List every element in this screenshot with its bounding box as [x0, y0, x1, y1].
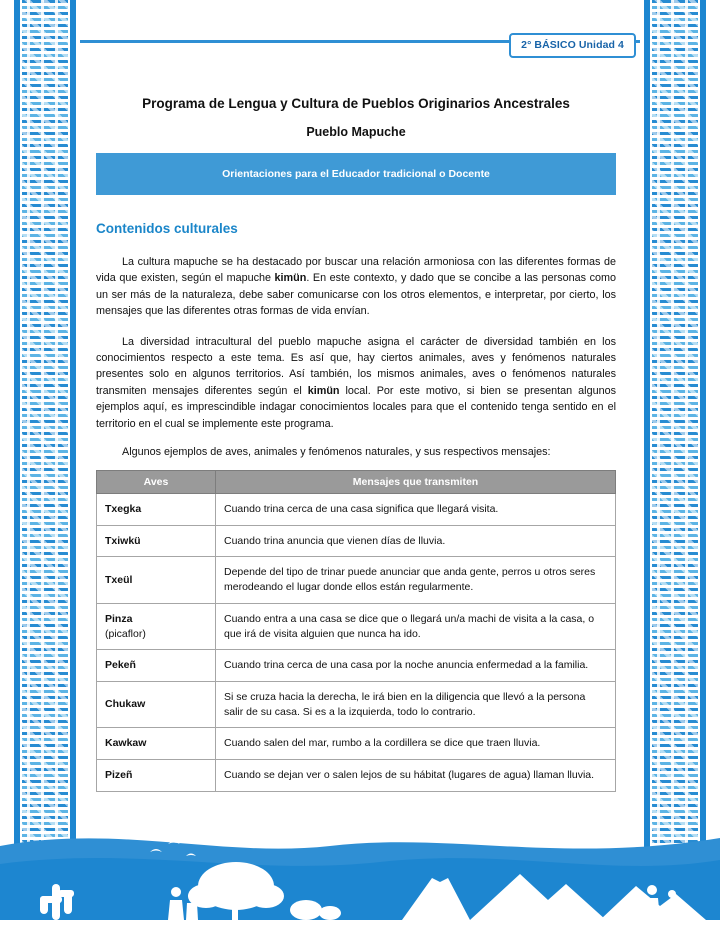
table-row	[97, 681, 616, 727]
left-decorative-band	[22, 0, 68, 880]
footer-landscape-illustration	[0, 812, 720, 932]
bird-name-text: Pekeñ	[105, 659, 136, 672]
paragraph-2	[96, 334, 616, 432]
table-cell-bird-name	[97, 650, 216, 682]
table-row	[97, 557, 616, 603]
left-border-line-outer	[14, 0, 20, 880]
table-cell-bird-name	[97, 681, 216, 727]
table-cell-message: Si se cruza hacia la derecha, le irá bien en la diligencia que llevó a la persona salir de su casa. Si es a la izquierda, todo lo contrario.	[216, 681, 616, 727]
table-row	[97, 494, 616, 526]
table-cell-message: Cuando trina anuncia que vienen días de lluvia.	[216, 525, 616, 557]
document-content	[96, 96, 616, 792]
table-header-row	[97, 471, 616, 494]
orientation-banner: Orientaciones para el Educador tradicional o Docente	[96, 153, 616, 195]
birds-messages-table	[96, 470, 616, 792]
bird-name-text: Pizeñ	[105, 768, 133, 781]
table-cell-bird-name	[97, 557, 216, 603]
bird-name-subtext: (picaflor)	[105, 627, 146, 640]
paragraph-1-text-b: . En este contexto, y dado que se concibe a las personas como un ser más de la naturaleza, debe saber comunicarse con los otros elementos, e interpretar, por cierto, los mensajes que las diferentes otras formas de vida envían.	[96, 272, 616, 318]
table-cell-message: Depende del tipo de trinar puede anunciar que anda gente, perros u otros seres merodeando el lugar donde ellos están regularmente.	[216, 557, 616, 603]
paragraph-1-text-a: La cultura mapuche se ha destacado por buscar una relación armoniosa con las diferentes formas de vida que existen, según el mapuche	[96, 256, 616, 285]
table-cell-message: Cuando entra a una casa se dice que o llegará un/a machi de visita a la casa, o que irá de visita alguien que nunca ha ido.	[216, 603, 616, 649]
table-row	[97, 728, 616, 760]
left-border-line-inner	[70, 0, 76, 880]
table-row	[97, 759, 616, 791]
right-border-line-outer	[700, 0, 706, 880]
right-decorative-band	[652, 0, 698, 880]
table-cell-bird-name	[97, 494, 216, 526]
table-cell-message: Cuando salen del mar, rumbo a la cordillera se dice que traen lluvia.	[216, 728, 616, 760]
bird-name-text: Pinza	[105, 612, 133, 625]
table-cell-bird-name	[97, 603, 216, 649]
table-cell-message: Cuando se dejan ver o salen lejos de su hábitat (lugares de agua) llaman lluvia.	[216, 759, 616, 791]
section-heading-contenidos-culturales: Contenidos culturales	[96, 221, 238, 236]
bird-name-text: Txegka	[105, 503, 142, 516]
paragraph-1	[96, 254, 616, 320]
bird-name-text: Txiwkü	[105, 534, 141, 547]
table-lead-in: Algunos ejemplos de aves, animales y fenómenos naturales, y sus respectivos mensajes:	[122, 446, 551, 459]
paragraph-1-term-kimun: kimün	[274, 272, 307, 285]
paragraph-2-text-a: La diversidad intracultural del pueblo mapuche asigna el carácter de diversidad también en los conocimientos respecto a este tema. Es así que, hay ciertos animales, aves y fenómenos naturales presentes solo en algunos territorios. Así también, los mismos animales, aves o fenómenos naturales transmiten mensajes diferentes según el	[96, 335, 616, 397]
table-cell-message: Cuando trina cerca de una casa significa que llegará visita.	[216, 494, 616, 526]
table-cell-message: Cuando trina cerca de una casa por la noche anuncia enfermedad a la familia.	[216, 650, 616, 682]
page-title: Programa de Lengua y Cultura de Pueblos Originarios Ancestrales	[142, 96, 570, 111]
table-cell-bird-name	[97, 525, 216, 557]
bird-name-text: Kawkaw	[105, 737, 147, 750]
bird-name-text: Chukaw	[105, 698, 146, 711]
table-row	[97, 650, 616, 682]
right-border-line-inner	[644, 0, 650, 880]
page-subtitle: Pueblo Mapuche	[306, 125, 406, 139]
paragraph-2-text-b: local. Por este motivo, si bien se presentan algunos ejemplos aquí, es imprescindible indagar conocimientos locales para que el contenido tenga sentido en el territorio en el cual se implemente este programa.	[96, 384, 616, 430]
table-header-aves: Aves	[97, 471, 216, 494]
bird-name-text: Txeül	[105, 573, 133, 586]
table-cell-bird-name	[97, 759, 216, 791]
table-cell-bird-name	[97, 728, 216, 760]
paragraph-2-term-kimun: kimün	[307, 384, 340, 397]
unit-badge: 2° BÁSICO Unidad 4	[509, 33, 636, 58]
table-row	[97, 525, 616, 557]
table-header-mensajes: Mensajes que transmiten	[216, 471, 616, 494]
table-row	[97, 603, 616, 649]
